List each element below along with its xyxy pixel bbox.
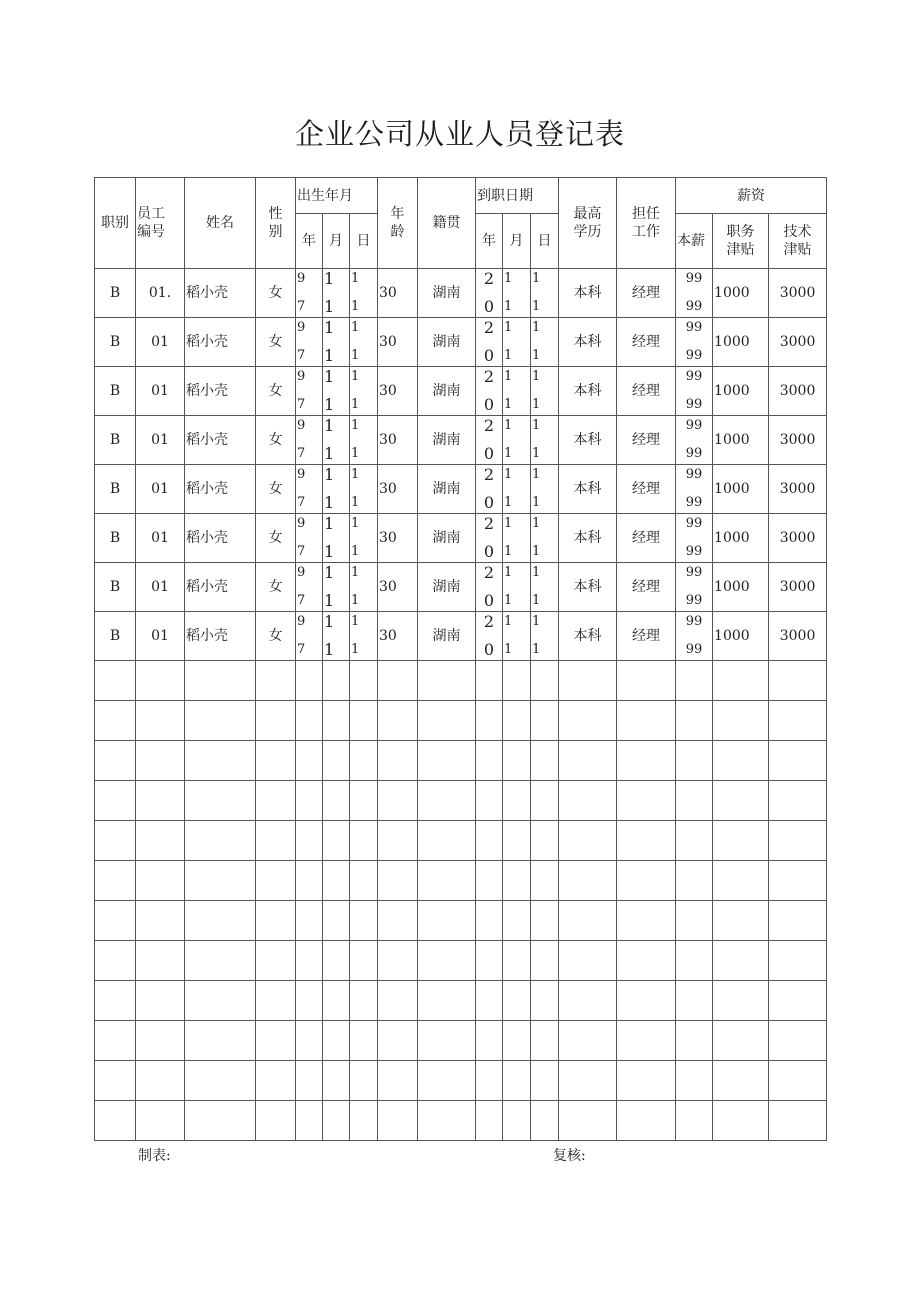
header-tech-allowance: 技术 津贴 <box>769 214 827 269</box>
cell-job: 经理 <box>632 285 661 301</box>
cell-hire-year-top: 2 <box>483 318 495 337</box>
cell-tech-allowance: 3000 <box>779 579 816 595</box>
cell-gender: 女 <box>268 334 283 350</box>
footer-reviewed-by: 复核: <box>553 1148 586 1164</box>
cell-hire-year-top: 2 <box>483 514 495 533</box>
cell-employee-number: 01. <box>148 285 172 301</box>
cell-gender: 女 <box>268 579 283 595</box>
cell-position: B <box>109 628 121 644</box>
cell-birth-year-bottom: 7 <box>297 348 306 363</box>
cell-duty-allowance: 1000 <box>714 383 750 399</box>
cell-hire-year-bottom: 0 <box>483 591 495 610</box>
empty-row <box>95 1021 827 1061</box>
cell-base-pay-top: 99 <box>685 614 703 629</box>
cell-birth-month-bottom: 1 <box>324 395 335 414</box>
cell-birth-month-bottom: 1 <box>324 640 335 659</box>
cell-birth-day-top: 1 <box>351 418 360 433</box>
cell-birth-year-bottom: 7 <box>297 446 306 461</box>
cell-name: 稻小壳 <box>186 628 228 644</box>
cell-base-pay-top: 99 <box>685 418 703 433</box>
cell-hire-year-top: 2 <box>483 612 495 631</box>
cell-hire-month-bottom: 1 <box>504 593 513 608</box>
table-row <box>95 367 827 416</box>
header-job: 担任 工作 <box>617 178 676 269</box>
cell-birth-month-top: 1 <box>324 612 335 631</box>
header-employee-number: 员工 编号 <box>136 178 185 269</box>
header-birth-year: 年 <box>296 214 323 269</box>
cell-hire-day-bottom: 1 <box>532 495 541 510</box>
cell-base-pay-top: 99 <box>685 565 703 580</box>
cell-birth-month-bottom: 1 <box>324 493 335 512</box>
cell-hire-day-bottom: 1 <box>532 348 541 363</box>
cell-base-pay-bottom: 99 <box>685 544 703 559</box>
cell-birth-year-bottom: 7 <box>297 299 306 314</box>
cell-hire-year-bottom: 0 <box>483 444 495 463</box>
cell-employee-number: 01 <box>151 530 169 546</box>
cell-education: 本科 <box>573 628 602 644</box>
cell-birth-day-bottom: 1 <box>351 642 360 657</box>
header-position: 职别 <box>95 178 136 269</box>
cell-hire-year-top: 2 <box>483 465 495 484</box>
cell-education: 本科 <box>573 579 602 595</box>
cell-gender: 女 <box>268 628 283 644</box>
cell-birth-month-bottom: 1 <box>324 542 335 561</box>
cell-tech-allowance: 3000 <box>779 383 816 399</box>
cell-age: 30 <box>379 285 397 301</box>
cell-birth-year-top: 9 <box>297 614 306 629</box>
cell-hire-year-top: 2 <box>483 563 495 582</box>
table-row <box>95 269 827 318</box>
cell-hire-day-top: 1 <box>532 516 541 531</box>
cell-native-place: 湖南 <box>432 481 461 497</box>
cell-hire-month-bottom: 1 <box>504 397 513 412</box>
cell-duty-allowance: 1000 <box>714 334 750 350</box>
cell-name: 稻小壳 <box>186 432 228 448</box>
cell-birth-year-top: 9 <box>297 320 306 335</box>
cell-birth-day-bottom: 1 <box>351 446 360 461</box>
cell-age: 30 <box>379 628 397 644</box>
table-row <box>95 465 827 514</box>
cell-age: 30 <box>379 530 397 546</box>
cell-hire-month-top: 1 <box>504 320 513 335</box>
cell-birth-day-bottom: 1 <box>351 348 360 363</box>
cell-birth-month-top: 1 <box>324 318 335 337</box>
cell-birth-month-bottom: 1 <box>324 591 335 610</box>
cell-hire-year-bottom: 0 <box>483 346 495 365</box>
empty-row <box>95 781 827 821</box>
cell-age: 30 <box>379 432 397 448</box>
cell-education: 本科 <box>573 334 602 350</box>
cell-hire-year-top: 2 <box>483 416 495 435</box>
cell-duty-allowance: 1000 <box>714 432 750 448</box>
cell-job: 经理 <box>632 628 661 644</box>
cell-hire-day-bottom: 1 <box>532 642 541 657</box>
cell-base-pay-bottom: 99 <box>685 642 703 657</box>
cell-birth-year-bottom: 7 <box>297 544 306 559</box>
header-name: 姓名 <box>185 178 256 269</box>
cell-position: B <box>109 285 121 301</box>
cell-birth-day-bottom: 1 <box>351 397 360 412</box>
cell-hire-month-top: 1 <box>504 418 513 433</box>
cell-birth-day-bottom: 1 <box>351 299 360 314</box>
cell-duty-allowance: 1000 <box>714 285 750 301</box>
header-hire-month: 月 <box>503 214 531 269</box>
cell-hire-day-top: 1 <box>532 467 541 482</box>
cell-duty-allowance: 1000 <box>714 579 750 595</box>
cell-base-pay-top: 99 <box>685 516 703 531</box>
cell-hire-month-top: 1 <box>504 369 513 384</box>
cell-hire-month-top: 1 <box>504 467 513 482</box>
cell-base-pay-top: 99 <box>685 271 703 286</box>
cell-age: 30 <box>379 579 397 595</box>
cell-hire-year-bottom: 0 <box>483 493 495 512</box>
empty-row <box>95 661 827 701</box>
cell-employee-number: 01 <box>151 432 169 448</box>
cell-duty-allowance: 1000 <box>714 628 750 644</box>
cell-birth-day-top: 1 <box>351 565 360 580</box>
cell-base-pay-bottom: 99 <box>685 348 703 363</box>
table-row <box>95 563 827 612</box>
cell-birth-month-bottom: 1 <box>324 346 335 365</box>
cell-hire-day-bottom: 1 <box>532 397 541 412</box>
empty-row <box>95 701 827 741</box>
cell-age: 30 <box>379 481 397 497</box>
cell-birth-day-bottom: 1 <box>351 544 360 559</box>
cell-native-place: 湖南 <box>432 285 461 301</box>
cell-duty-allowance: 1000 <box>714 481 750 497</box>
cell-birth-year-top: 9 <box>297 516 306 531</box>
header-birth-month: 月 <box>323 214 350 269</box>
cell-education: 本科 <box>573 383 602 399</box>
cell-birth-day-top: 1 <box>351 467 360 482</box>
header-birth-date: 出生年月 <box>296 178 378 214</box>
table-row <box>95 514 827 563</box>
cell-job: 经理 <box>632 432 661 448</box>
cell-hire-day-top: 1 <box>532 369 541 384</box>
cell-hire-month-bottom: 1 <box>504 299 513 314</box>
header-age: 年 龄 <box>378 178 418 269</box>
cell-hire-year-top: 2 <box>483 367 495 386</box>
header-duty-allowance: 职务 津贴 <box>713 214 769 269</box>
cell-native-place: 湖南 <box>432 432 461 448</box>
cell-name: 稻小壳 <box>186 481 228 497</box>
cell-hire-year-bottom: 0 <box>483 640 495 659</box>
cell-birth-month-top: 1 <box>324 465 335 484</box>
header-birth-day: 日 <box>350 214 378 269</box>
cell-birth-year-top: 9 <box>297 271 306 286</box>
cell-birth-day-top: 1 <box>351 614 360 629</box>
cell-hire-day-top: 1 <box>532 271 541 286</box>
cell-hire-day-top: 1 <box>532 418 541 433</box>
cell-position: B <box>109 383 121 399</box>
cell-birth-year-top: 9 <box>297 565 306 580</box>
cell-employee-number: 01 <box>151 579 169 595</box>
empty-row <box>95 981 827 1021</box>
cell-education: 本科 <box>573 285 602 301</box>
cell-duty-allowance: 1000 <box>714 530 750 546</box>
cell-native-place: 湖南 <box>432 530 461 546</box>
cell-gender: 女 <box>268 530 283 546</box>
cell-hire-month-top: 1 <box>504 565 513 580</box>
cell-hire-day-bottom: 1 <box>532 593 541 608</box>
cell-birth-month-top: 1 <box>324 416 335 435</box>
cell-base-pay-bottom: 99 <box>685 495 703 510</box>
cell-hire-month-top: 1 <box>504 271 513 286</box>
cell-hire-month-bottom: 1 <box>504 495 513 510</box>
cell-hire-day-bottom: 1 <box>532 446 541 461</box>
cell-name: 稻小壳 <box>186 579 228 595</box>
cell-education: 本科 <box>573 481 602 497</box>
cell-birth-month-top: 1 <box>324 367 335 386</box>
cell-native-place: 湖南 <box>432 334 461 350</box>
cell-hire-day-top: 1 <box>532 614 541 629</box>
header-native-place: 籍贯 <box>418 178 476 269</box>
page-title: 企业公司从业人员登记表 <box>294 117 625 151</box>
cell-job: 经理 <box>632 334 661 350</box>
table-row <box>95 416 827 465</box>
header-hire-day: 日 <box>531 214 559 269</box>
empty-row <box>95 1061 827 1101</box>
cell-base-pay-bottom: 99 <box>685 593 703 608</box>
cell-employee-number: 01 <box>151 628 169 644</box>
cell-education: 本科 <box>573 530 602 546</box>
empty-row <box>95 941 827 981</box>
footer-made-by: 制表: <box>138 1148 171 1164</box>
cell-birth-day-top: 1 <box>351 320 360 335</box>
cell-birth-month-top: 1 <box>324 563 335 582</box>
header-base-pay: 本薪 <box>676 214 713 269</box>
header-hire-date: 到职日期 <box>476 178 559 214</box>
cell-position: B <box>109 334 121 350</box>
cell-position: B <box>109 432 121 448</box>
empty-row <box>95 861 827 901</box>
cell-birth-day-bottom: 1 <box>351 495 360 510</box>
header-education: 最高 学历 <box>559 178 617 269</box>
cell-employee-number: 01 <box>151 481 169 497</box>
cell-hire-day-bottom: 1 <box>532 299 541 314</box>
cell-gender: 女 <box>268 285 283 301</box>
cell-native-place: 湖南 <box>432 579 461 595</box>
cell-base-pay-bottom: 99 <box>685 299 703 314</box>
cell-native-place: 湖南 <box>432 628 461 644</box>
empty-row <box>95 1101 827 1141</box>
cell-age: 30 <box>379 383 397 399</box>
cell-hire-day-bottom: 1 <box>532 544 541 559</box>
empty-row <box>95 741 827 781</box>
cell-hire-month-top: 1 <box>504 614 513 629</box>
cell-hire-year-bottom: 0 <box>483 395 495 414</box>
empty-row <box>95 821 827 861</box>
cell-base-pay-bottom: 99 <box>685 446 703 461</box>
cell-birth-year-top: 9 <box>297 418 306 433</box>
cell-tech-allowance: 3000 <box>779 432 816 448</box>
cell-birth-year-bottom: 7 <box>297 593 306 608</box>
cell-base-pay-top: 99 <box>685 467 703 482</box>
cell-hire-month-bottom: 1 <box>504 348 513 363</box>
cell-job: 经理 <box>632 579 661 595</box>
cell-name: 稻小壳 <box>186 530 228 546</box>
cell-tech-allowance: 3000 <box>779 285 816 301</box>
cell-name: 稻小壳 <box>186 334 228 350</box>
table-row <box>95 318 827 367</box>
cell-gender: 女 <box>268 432 283 448</box>
cell-birth-day-top: 1 <box>351 516 360 531</box>
table-row <box>95 612 827 661</box>
cell-job: 经理 <box>632 383 661 399</box>
cell-hire-year-top: 2 <box>483 269 495 288</box>
cell-tech-allowance: 3000 <box>779 628 816 644</box>
header-gender: 性 别 <box>256 178 296 269</box>
cell-birth-year-top: 9 <box>297 369 306 384</box>
header-hire-year: 年 <box>476 214 503 269</box>
cell-job: 经理 <box>632 530 661 546</box>
cell-birth-month-top: 1 <box>324 269 335 288</box>
cell-position: B <box>109 530 121 546</box>
cell-tech-allowance: 3000 <box>779 481 816 497</box>
cell-tech-allowance: 3000 <box>779 334 816 350</box>
cell-hire-year-bottom: 0 <box>483 542 495 561</box>
header-salary: 薪资 <box>676 178 827 214</box>
cell-birth-year-top: 9 <box>297 467 306 482</box>
cell-birth-year-bottom: 7 <box>297 642 306 657</box>
cell-hire-day-top: 1 <box>532 565 541 580</box>
cell-hire-month-top: 1 <box>504 516 513 531</box>
cell-gender: 女 <box>268 383 283 399</box>
cell-hire-day-top: 1 <box>532 320 541 335</box>
cell-birth-month-bottom: 1 <box>324 297 335 316</box>
cell-birth-month-bottom: 1 <box>324 444 335 463</box>
cell-birth-day-bottom: 1 <box>351 593 360 608</box>
cell-age: 30 <box>379 334 397 350</box>
empty-row <box>95 901 827 941</box>
cell-tech-allowance: 3000 <box>779 530 816 546</box>
cell-birth-day-top: 1 <box>351 271 360 286</box>
cell-education: 本科 <box>573 432 602 448</box>
cell-position: B <box>109 579 121 595</box>
registration-table <box>94 177 827 1141</box>
cell-name: 稻小壳 <box>186 383 228 399</box>
cell-base-pay-bottom: 99 <box>685 397 703 412</box>
cell-native-place: 湖南 <box>432 383 461 399</box>
cell-hire-year-bottom: 0 <box>483 297 495 316</box>
cell-name: 稻小壳 <box>186 285 228 301</box>
cell-employee-number: 01 <box>151 383 169 399</box>
cell-job: 经理 <box>632 481 661 497</box>
cell-base-pay-top: 99 <box>685 369 703 384</box>
cell-birth-day-top: 1 <box>351 369 360 384</box>
cell-position: B <box>109 481 121 497</box>
cell-birth-year-bottom: 7 <box>297 397 306 412</box>
cell-birth-year-bottom: 7 <box>297 495 306 510</box>
cell-hire-month-bottom: 1 <box>504 544 513 559</box>
cell-hire-month-bottom: 1 <box>504 642 513 657</box>
cell-base-pay-top: 99 <box>685 320 703 335</box>
cell-employee-number: 01 <box>151 334 169 350</box>
cell-hire-month-bottom: 1 <box>504 446 513 461</box>
cell-birth-month-top: 1 <box>324 514 335 533</box>
cell-gender: 女 <box>268 481 283 497</box>
